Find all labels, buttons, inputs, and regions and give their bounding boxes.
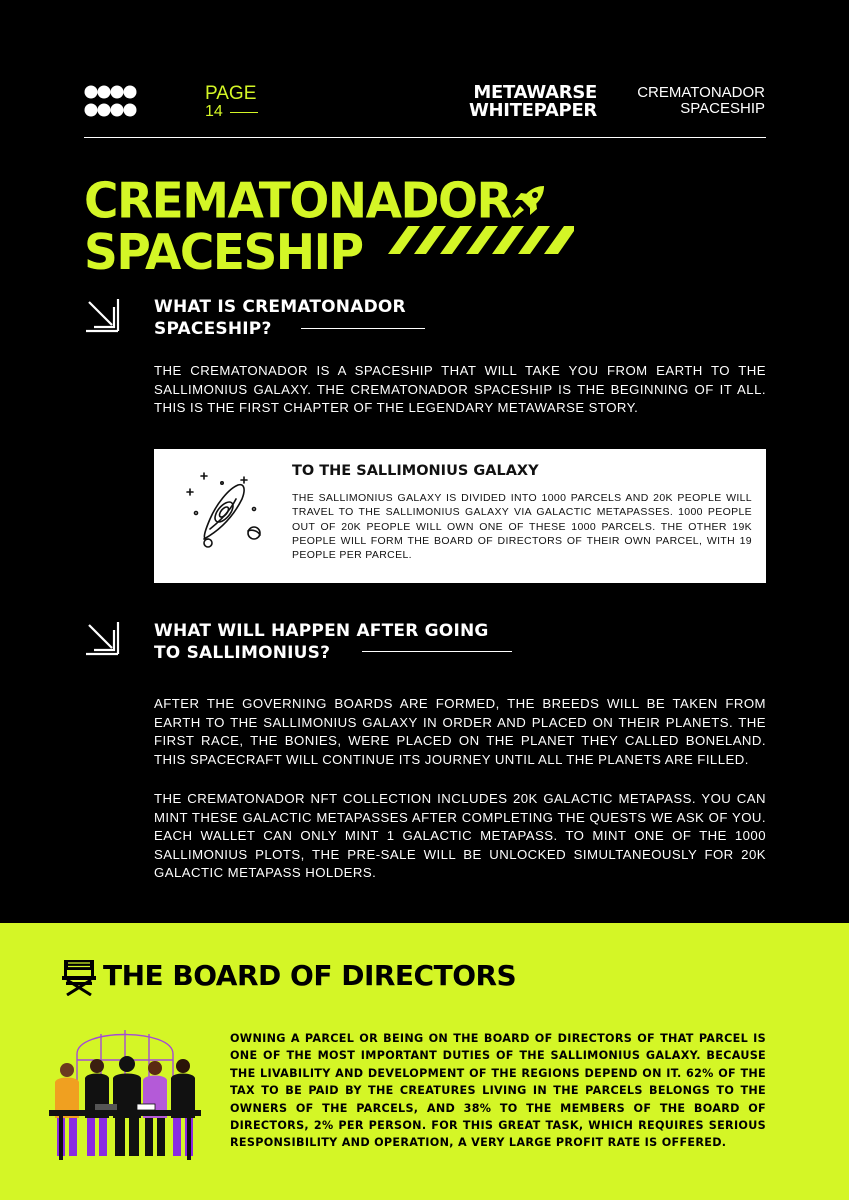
card-title: TO THE SALLIMONIUS GALAXY	[292, 463, 539, 479]
arrow-down-right-icon	[84, 620, 120, 656]
arrow-down-right-icon	[84, 297, 120, 333]
section1-paragraph: THE CREMATONADOR IS A SPACESHIP THAT WILL TAKE YOU FROM EARTH TO THE SALLIMONIUS GALAXY. THE CREMATONADOR SPACESHIP IS THE BEGINNING OF IT ALL. THIS IS THE FIRST CHAPTER OF THE LEGENDARY METAWARSE STORY.	[154, 363, 766, 415]
section2-heading-underline	[362, 651, 512, 652]
section2-heading-line-2: TO SALLIMONIUS?	[154, 643, 331, 663]
section2-paragraph-1: AFTER THE GOVERNING BOARDS ARE FORMED, THE BREEDS WILL BE TAKEN FROM EARTH TO THE SALLIMONIUS GALAXY IN ORDER AND PLACED ON THEIR PLANETS. THE FIRST RACE, THE BONIES, WERE PLACED ON THE PLANET THEY CALLED BONELAND. THIS SPACECRAFT WILL CONTINUE ITS JOURNEY UNTIL ALL THE PLANETS ARE FILLED.	[154, 696, 766, 767]
hazard-stripes-decoration	[388, 226, 574, 254]
section2-heading	[154, 620, 489, 664]
section2-paragraph-2: THE CREMATONADOR NFT COLLECTION INCLUDES 20K GALACTIC METAPASS. YOU CAN MINT THESE GALACTIC METAPASSES AFTER COMPLETING THE QUESTS WE ASK OF YOU. EACH WALLET CAN ONLY MINT 1 GALACTIC METAPASS. TO MINT ONE OF THE 1000 SALLIMONIUS PLOTS, THE PRE-SALE WILL BE UNLOCKED SIMULTANEOUSLY FOR 20K GALACTIC METAPASS HOLDERS.	[154, 791, 766, 880]
brand-line-2: WHITEPAPER	[468, 100, 597, 121]
section-title-line-1: CREMATONADOR	[637, 84, 765, 101]
board-title: THE BOARD OF DIRECTORS	[103, 959, 517, 992]
section1-heading-line-2: SPACESHIP?	[154, 319, 272, 339]
galaxy-info-card	[154, 449, 766, 583]
board-meeting-illustration	[45, 1024, 205, 1164]
page-number: 14	[205, 103, 223, 120]
section2-heading-line-1: WHAT WILL HAPPEN AFTER GOING	[154, 621, 489, 641]
section-title	[605, 85, 765, 117]
page-title-line-1: CREMATONADOR	[84, 172, 512, 231]
section-title-line-2: SPACESHIP	[680, 100, 765, 117]
header-divider	[84, 137, 766, 138]
card-text: THE SALLIMONIUS GALAXY IS DIVIDED INTO 1000 PARCELS AND 20K PEOPLE WILL TRAVEL TO THE SALLIMONIUS GALAXY VIA GALACTIC METAPASSES. 1000 PEOPLE OUT OF 20K PEOPLE WILL OWN ONE OF THESE 1000 PARCELS. THE OTHER 19K PEOPLE WILL FORM THE BOARD OF DIRECTORS OF THEIR OWN PARCEL, WITH 19 PEOPLE PER PARCEL.	[292, 492, 752, 562]
section1-heading-underline	[301, 328, 425, 329]
brand-title	[445, 84, 597, 120]
page-number-underline	[230, 112, 258, 113]
dots-grid-logo	[84, 84, 138, 120]
director-chair-icon	[62, 958, 96, 996]
rocket-icon	[508, 182, 548, 222]
page-label: PAGE	[205, 83, 257, 104]
section1-heading	[154, 296, 406, 340]
page-title-line-2: SPACESHIP	[84, 223, 363, 282]
board-paragraph: OWNING A PARCEL OR BEING ON THE BOARD OF DIRECTORS OF THAT PARCEL IS ONE OF THE MOST IMPORTANT DUTIES OF THE SALLIMONIUS GALAXY. BECAUSE THE LIVABILITY AND DEVELOPMENT OF THE REGIONS DEPEND ON IT. 62% OF THE TAX TO BE PAID BY THE CREATURES LIVING IN THE PARCELS BELONGS TO THE OWNERS OF THE PARCELS, AND 38% TO THE MEMBERS OF THE BOARD OF DIRECTORS, 2% PER PERSON. FOR THIS GREAT TASK, WHICH REQUIRES SERIOUS RESPONSIBILITY AND OPERATION, A VERY LARGE PROFIT RATE IS OFFERED.	[230, 1032, 766, 1150]
section1-heading-line-1: WHAT IS CREMATONADOR	[154, 297, 406, 317]
galaxy-icon	[182, 469, 266, 553]
brand-line-1: METAWARSE	[473, 82, 597, 103]
